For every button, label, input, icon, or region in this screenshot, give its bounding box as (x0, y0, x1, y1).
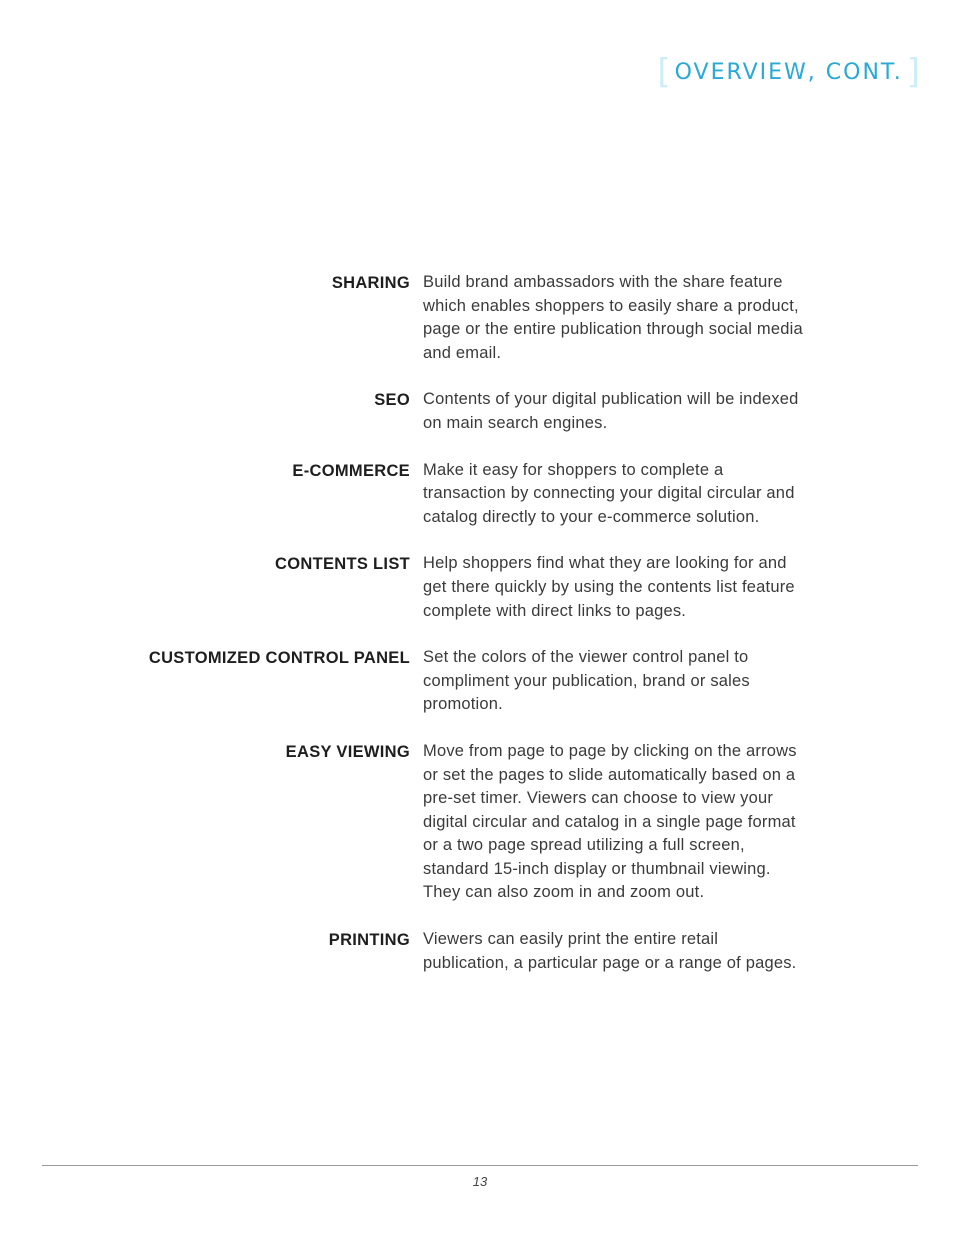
feature-label: EASY VIEWING (285, 742, 410, 761)
feature-description: Move from page to page by clicking on the arrows or set the pages to slide automatically based on a pre-set timer. Viewers can choose to view your digital circular and catalog in a single page format or a two page spread utilizing a full screen, standard 15-inch display or thumbnail viewing. They can also zoom in and zoom out. (423, 741, 797, 902)
feature-description: Help shoppers find what they are looking for and get there quickly by using the contents list feature complete with direct links to pages. (423, 554, 795, 620)
feature-easy-viewing (0, 740, 960, 905)
page-title: OVERVIEW, CONT. (674, 60, 903, 85)
feature-printing (0, 928, 960, 975)
feature-list (0, 271, 960, 998)
feature-description: Viewers can easily print the entire retail publication, a particular page or a range of pages. (423, 930, 797, 972)
feature-label: SEO (374, 391, 410, 410)
feature-contents-list (0, 552, 960, 623)
header-bracket-close: ] (906, 52, 920, 92)
feature-label: SHARING (331, 274, 410, 292)
feature-description: Make it easy for shoppers to complete a transaction by connecting your digital circular and catalog directly to your e-commerce solution. (423, 460, 795, 526)
page-header (657, 52, 920, 92)
page-number: 13 (472, 1174, 488, 1189)
feature-label: CUSTOMIZED CONTROL PANEL (148, 649, 410, 668)
feature-sharing (0, 271, 960, 365)
feature-description: Set the colors of the viewer control panel to compliment your publication, brand or sales promotion. (423, 648, 750, 714)
feature-seo (0, 388, 960, 435)
feature-customized-control-panel (0, 646, 960, 717)
header-bracket-open: [ (657, 52, 671, 92)
feature-label: CONTENTS LIST (275, 555, 410, 574)
feature-label: E-COMMERCE (292, 461, 410, 480)
footer-divider (42, 1165, 918, 1166)
feature-label: PRINTING (328, 931, 410, 950)
feature-description: Contents of your digital publication will be indexed on main search engines. (423, 390, 799, 432)
feature-description: Build brand ambassadors with the share feature which enables shoppers to easily share a product, page or the entire publication through social media and email. (423, 273, 803, 362)
feature-e-commerce (0, 459, 960, 530)
